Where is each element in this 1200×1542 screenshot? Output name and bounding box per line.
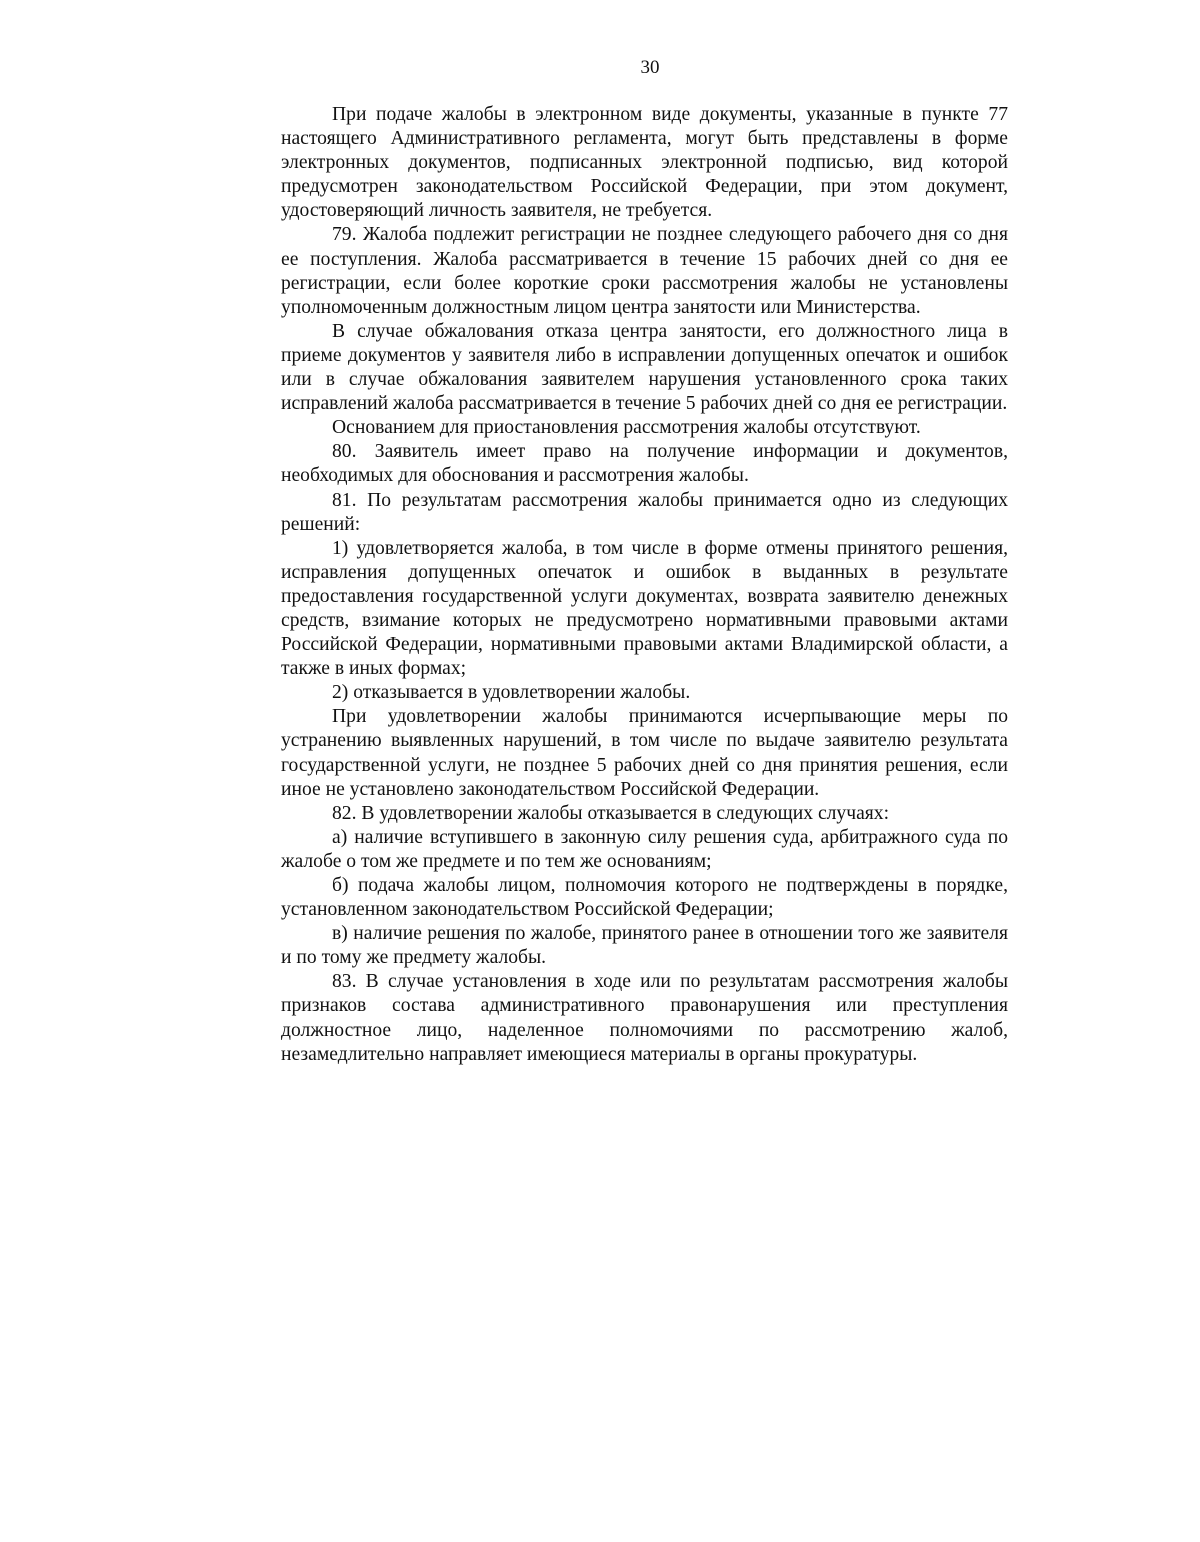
paragraph-82-item-a: а) наличие вступившего в законную силу решения суда, арбитражного суда по жалобе о том же предмете и по тем же основаниям; — [281, 826, 1008, 872]
paragraph-electronic-submission: При подаче жалобы в электронном виде документы, указанные в пункте 77 настоящего Административного регламента, могут быть представлены в форме электронных документов, подписанных электронной подписью, вид которой предусмотрен законодательством Российской Федерации, при этом документ, удостоверяющий личность заявителя, не требуется. — [281, 104, 1008, 222]
paragraph-82-item-c: в) наличие решения по жалобе, принятого ранее в отношении того же заявителя и по тому же предмету жалобы. — [281, 923, 1008, 969]
paragraph-83-violations: 83. В случае установления в ходе или по результатам рассмотрения жалобы признаков состава административного правонарушения или преступления должностное лицо, наделенное полномочиями по рассмотрению жалоб, незамедлительно направляет имеющиеся материалы в органы прокуратуры. — [281, 971, 1008, 1065]
paragraph-82-item-b: б) подача жалобы лицом, полномочия которого не подтверждены в порядке, установленном законодательством Российской Федерации; — [281, 875, 1008, 921]
page-number: 30 — [640, 57, 660, 78]
paragraph-suspension-grounds: Основанием для приостановления рассмотрения жалобы отсутствуют. — [332, 417, 921, 439]
paragraph-82-refusal-cases: 82. В удовлетворении жалобы отказывается в следующих случаях: — [332, 802, 890, 824]
paragraph-81-item-2: 2) отказывается в удовлетворении жалобы. — [332, 682, 691, 704]
paragraph-satisfaction-measures: При удовлетворении жалобы принимаются исчерпывающие меры по устранению выявленных нарушений, в том числе по выдаче заявителю результата государственной услуги, не позднее 5 рабочих дней со дня принятия решения, если иное не установлено законодательством Российской Федерации. — [281, 706, 1008, 800]
paragraph-80-right-to-information: 80. Заявитель имеет право на получение информации и документов, необходимых для обоснования и рассмотрения жалобы. — [281, 441, 1008, 487]
paragraph-refusal-appeal: В случае обжалования отказа центра занятости, его должностного лица в приеме документов у заявителя либо в исправлении допущенных опечаток и ошибок или в случае обжалования заявителем нарушения установленного срока таких исправлений жалоба рассматривается в течение 5 рабочих дней со дня ее регистрации. — [281, 320, 1008, 415]
paragraph-81-decisions: 81. По результатам рассмотрения жалобы принимается одно из следующих решений: — [281, 489, 1008, 535]
paragraph-81-item-1: 1) удовлетворяется жалоба, в том числе в форме отмены принятого решения, исправления допущенных опечаток и ошибок в выданных в результате предоставления государственной услуги документах, возврата заявителю денежных средств, взимание которых не предусмотрено нормативными правовыми актами Российской Федерации, нормативными правовыми актами Владимирской области, а также в иных формах; — [281, 537, 1008, 680]
document-body — [281, 103, 1008, 1067]
paragraph-79-registration: 79. Жалоба подлежит регистрации не позднее следующего рабочего дня со дня ее поступления. Жалоба рассматривается в течение 15 рабочих дней со дня ее регистрации, если более короткие сроки рассмотрения жалобы не установлены уполномоченным должностным лицом центра занятости или Министерства. — [281, 224, 1008, 318]
